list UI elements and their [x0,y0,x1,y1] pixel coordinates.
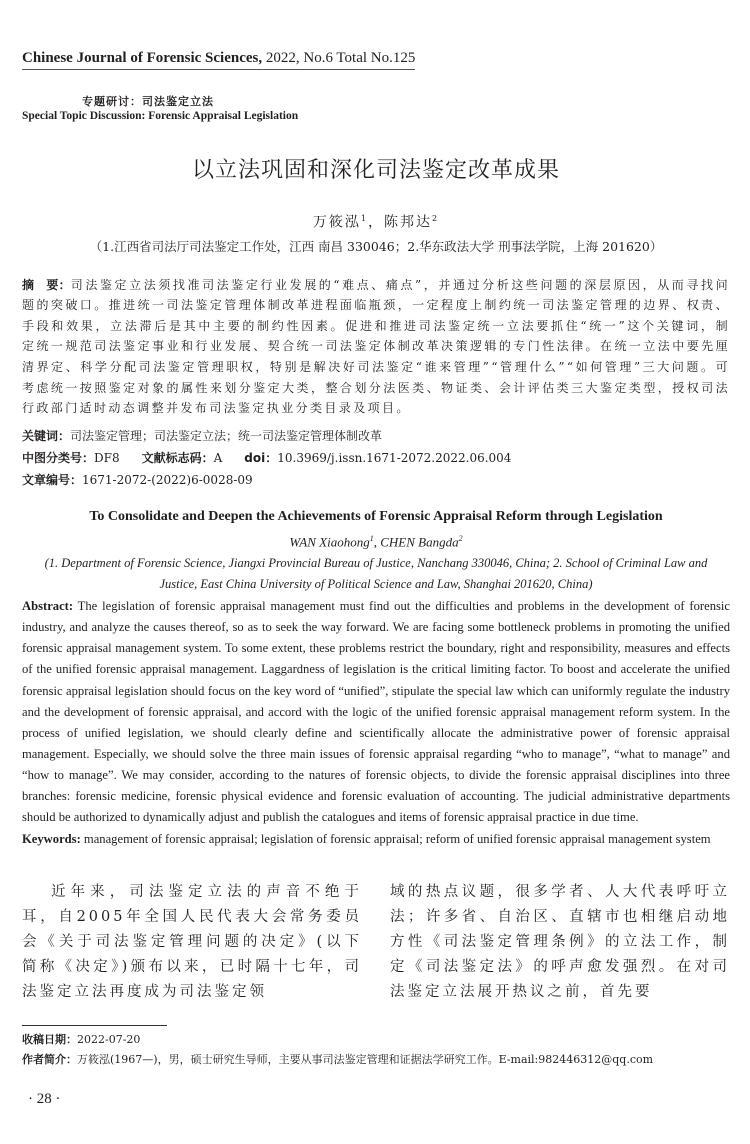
doi-label: doi： [244,450,278,465]
keywords-cn [22,425,730,447]
affiliation-cn: （1.江西省司法厅司法鉴定工作处，江西 南昌 330046；2.华东政法大学 刑事法学院，上海 201620） [89,238,663,254]
footnote-divider [22,1025,167,1026]
authors-en [22,529,730,552]
author-bio: 万筱泓(1967—)，男，硕士研究生导师，主要从事司法鉴定管理和证据法学研究工作。E-mail:982446312@qq.com [77,1053,654,1067]
author-en-2: CHEN Bangda [380,534,459,550]
abstract-cn-label: 摘 要： [22,277,71,292]
title-cn: 以立法巩固和深化司法鉴定改革成果 [191,158,560,183]
author-2-sup: 2 [432,214,440,223]
clc-value: DF8 [94,450,120,465]
keywords-cn-label: 关键词： [22,428,71,443]
abstract-en-label: Abstract: [22,599,74,614]
article-number [22,469,730,491]
topic-en: Special Topic Discussion: Forensic Appraisal Legislation [22,110,299,122]
topic [22,94,730,124]
keywords-en-text: management of forensic appraisal; legislation of forensic appraisal; reform of unified forensic appraisal management system [80,832,711,847]
author-bio-label: 作者简介： [22,1053,77,1067]
affiliation-en: (1. Department of Forensic Science, Jiangxi Provincial Bureau of Justice, Nanchang 330046, China; 2. School of Criminal Law and Justice, East China University of Political Science and Law, Shanghai 201620, China) [44,556,708,592]
title-en: To Consolidate and Deepen the Achievements of Forensic Appraisal Reform through Legislation [89,508,663,524]
author-en-1-sup: 1 [369,533,374,543]
authors-cn [22,208,730,234]
body-columns [22,880,730,1005]
author-1-sup: 1 [360,214,368,223]
author-1: 万筱泓 [312,214,361,231]
page-number: · 28 · [28,1091,61,1108]
clc-label: 中图分类号： [22,450,95,465]
doi-value: 10.3969/j.issn.1671-2072.2022.06.004 [277,450,512,465]
abstract-cn-text: 司法鉴定立法须找准司法鉴定行业发展的“难点、痛点”，并通过分析这些问题的深层原因，从而寻找问题的突破口。推进统一司法鉴定管理体制改革进程面临瓶颈，一定程度上制约统一司法鉴定管理的边界、权责、手段和效果，立法滞后是其中主要的制约性因素。促进和推进司法鉴定统一立法要抓住“统一”这个关键词，制定统一规范司法鉴定事业和行业发展、契合统一司法鉴定体制改革决策逻辑的专门性法律。在统一立法中要先厘清界定、科学分配司法鉴定管理职权，特别是解决好司法鉴定“谁来管理”“管理什么”“如何管理”三大问题。可考虑统一按照鉴定对象的属性来划分鉴定大类，整合划分法医类、物证类、会计评估类三大鉴定类型，授权司法行政部门适时动态调整并发布司法鉴定执业分类目录及项目。 [22,277,730,416]
author-sep: ， [368,214,384,231]
classification [22,447,730,469]
doc-label: 文献标志码： [141,450,214,465]
journal-name: Chinese Journal of Forensic Sciences, [22,50,263,66]
abstract-en [22,596,730,828]
footnote-received [22,1032,730,1048]
author-en-sep: , [373,534,381,550]
author-2: 陈邦达 [384,214,432,231]
topic-cn: 专题研讨：司法鉴定立法 [82,95,214,108]
received-date: 2022-07-20 [77,1033,141,1047]
footnote-author [22,1052,730,1068]
abstract-en-text: The legislation of forensic appraisal management must find out the difficulties and problems in the development of forensic industry, and analyze the causes thereof, so as to seek the way forward. We are facing some bottleneck problems in promoting the unified forensic appraisal management system. To some extent, these problems restrict the boundary, right and responsibility, measures and effects of the unified forensic appraisal management. Laggardness of legislation is the critical limiting factor. To boost and accelerate the unified forensic appraisal legislation should focus on the key word of “unified”, stipulate the special law which can uniformly regulate the industry and the development of forensic appraisal, and accord with the logic of the unified forensic appraisal management reform system. In the process of unified legislation, we should clearly define and scientifically allocate the administrative power of forensic appraisal management. Especially, we should solve the three main issues of forensic appraisal regarding “who to manage”, “what to manage” and “how to manage”. We may consider, according to the natures of forensic objects, to divide the forensic appraisal disciplines into three branches: forensic medicine, forensic physical evidence and forensic evaluation of accounting. The judicial administrative departments should be authorized to dynamically adjust and publish the catalogues and items of forensic appraisal practice in due time. [22,599,730,825]
meta-cn [22,425,730,491]
author-en-1: WAN Xiaohong [289,534,370,550]
keywords-en-label: Keywords: [22,832,81,847]
author-en-2-sup: 2 [458,533,463,543]
running-header [22,49,415,70]
keywords-cn-text: 司法鉴定管理；司法鉴定立法；统一司法鉴定管理体制改革 [70,428,383,443]
issue-info: 2022, No.6 Total No.125 [262,50,416,66]
article-no-value: 1671-2072-(2022)6-0028-09 [82,472,253,487]
keywords-en [22,829,730,850]
article-no-label: 文章编号： [22,472,83,487]
body-column-right: 域的热点议题，很多学者、人大代表呼吁立法；许多省、自治区、直辖市也相继启动地方性《司法鉴定管理条例》的立法工作，制定《司法鉴定法》的呼声愈发强烈。在对司法鉴定立法展开热议之前，首先要 [390,884,730,1001]
doc-value: A [213,450,223,465]
abstract-cn [22,275,730,419]
body-column-left: 近年来，司法鉴定立法的声音不绝于耳，自2005年全国人民代表大会常务委员会《关于司法鉴定管理问题的决定》(以下简称《决定》)颁布以来，已时隔十七年，司法鉴定立法再度成为司法鉴定领 [22,884,362,1001]
received-label: 收稿日期： [22,1033,77,1047]
